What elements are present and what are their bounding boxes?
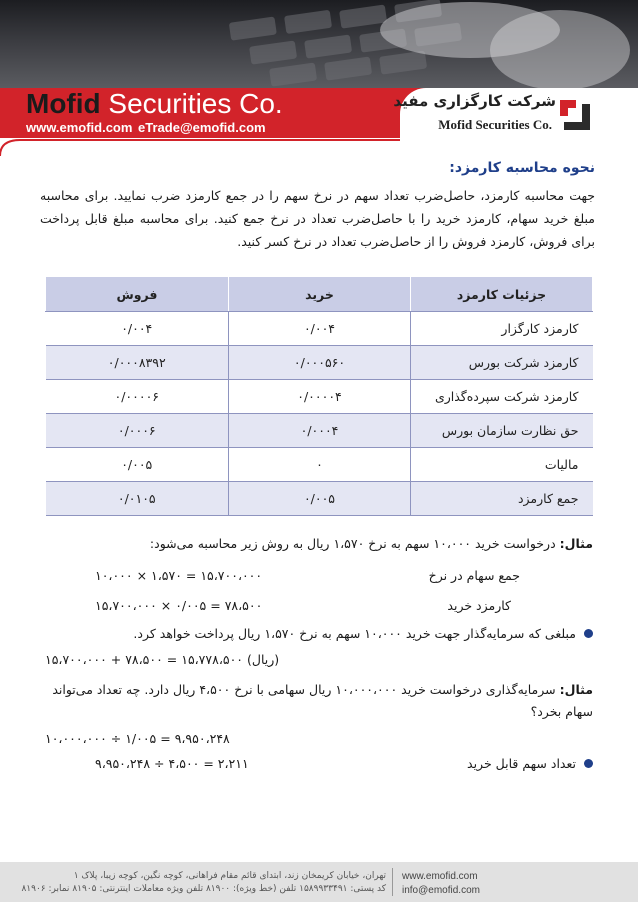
table-row: [46, 482, 593, 516]
example2-description: سرمایه‌گذاری درخواست خرید ۱۰،۰۰۰،۰۰۰ ریال سهامی با نرخ ۴،۵۰۰ ریال دارد. چه تعداد می‌تواند: [52, 682, 560, 697]
example2-bullet: [467, 756, 593, 771]
fee-buy: ۰: [229, 448, 411, 482]
fee-buy: ۰/۰۰۴: [229, 312, 411, 346]
bullet-icon: [584, 629, 593, 638]
footer-divider: [392, 868, 393, 896]
header-curve-divider: [0, 138, 400, 158]
fee-buy: ۰/۰۰۰۴: [229, 414, 411, 448]
example1-row2-equation: ۱۵،۷۰۰،۰۰۰ × ۰/۰۰۵ = ۷۸،۵۰۰: [95, 598, 263, 613]
fee-sell: ۰/۰۰۴: [46, 312, 229, 346]
fee-buy: ۰/۰۰۰۵۶۰: [229, 346, 411, 380]
example2-equation2: ۹،۹۵۰،۲۴۸ ÷ ۴،۵۰۰ = ۲،۲۱۱: [95, 756, 249, 771]
example1-bullet-text: مبلغی که سرمایه‌گذار جهت خرید ۱۰،۰۰۰ سهم به نرخ ۱،۵۷۰ ریال پرداخت خواهد کرد.: [133, 626, 576, 641]
fee-sell: ۰/۰۱۰۵: [46, 482, 229, 516]
example1-text: [150, 536, 593, 551]
example1-label: مثال:: [559, 536, 593, 551]
example2-equation1: ۱۰،۰۰۰،۰۰۰ ÷ ۱/۰۰۵ = ۹،۹۵۰،۲۴۸: [45, 731, 230, 746]
fee-name: کارمزد کارگزار: [411, 312, 593, 346]
fee-sell: ۰/۰۰۰۰۶: [46, 380, 229, 414]
fee-buy: ۰/۰۰۰۰۴: [229, 380, 411, 414]
fee-name: کارمزد شرکت سپرده‌گذاری: [411, 380, 593, 414]
brand-title-bold: Mofid: [26, 88, 101, 119]
example1-row2-label: کارمزد خرید: [447, 598, 511, 613]
intro-paragraph: جهت محاسبه کارمزد، حاصل‌ضرب تعداد سهم در نرخ سهم را در جمع کارمزد ضرب نمایید. برای محاسبه مبلغ خرید سهام، کارمزد خرید را با حاصل‌ضرب تعداد در نرخ جمع کنید. برای محاسبه مبلغ قابل پرداخت برای فروش، کارمزد فروش را از حاصل‌ضرب تعداد در نرخ کسر کنید.: [40, 188, 595, 249]
example2-text-line2: سهام بخرد؟: [530, 704, 593, 719]
fee-buy: ۰/۰۰۵: [229, 482, 411, 516]
fee-name: جمع کارمزد: [411, 482, 593, 516]
column-header-details: جزئیات کارمزد: [411, 277, 593, 312]
example1-row1-label: جمع سهام در نرخ: [428, 568, 520, 583]
footer-website-link[interactable]: www.emofid.com: [402, 871, 478, 882]
footer-address: تهران، خیابان کریمخان زند، ابتدای قائم مقام فراهانی، کوچه نگین، کوچه زیبا، پلاک ۱: [73, 871, 386, 881]
example2-label: مثال:: [559, 682, 593, 697]
fee-name: کارمزد شرکت بورس: [411, 346, 593, 380]
column-header-sell: فروش: [46, 277, 229, 312]
table-row: [46, 346, 593, 380]
brand-contact: www.emofid.com eTrade@emofid.com: [26, 120, 266, 135]
fee-sell: ۰/۰۰۵: [46, 448, 229, 482]
example1-row1-equation: ۱۰،۰۰۰ × ۱،۵۷۰ = ۱۵،۷۰۰،۰۰۰: [95, 568, 263, 583]
example2-text: [52, 682, 593, 697]
footer-contact-numbers: کد پستی: ۱۵۸۹۹۳۳۴۹۱ تلفن (خط ویژه): ۸۱۹۰۰ تلفن ویژه معاملات اینترنتی: ۸۱۹۰۵ نمابر: ۸۱۹۰۶: [21, 884, 386, 894]
example2-bullet-label: تعداد سهم قابل خرید: [467, 756, 576, 771]
fee-name: حق نظارت سازمان بورس: [411, 414, 593, 448]
table-row: [46, 414, 593, 448]
company-logo-icon: [556, 96, 594, 134]
table-header-row: [46, 277, 593, 312]
table-row: [46, 380, 593, 414]
header-keyboard-image: [0, 0, 638, 88]
example1-bullet: [133, 626, 593, 641]
table-row: [46, 312, 593, 346]
table-row: [46, 448, 593, 482]
fee-sell: ۰/۰۰۰۶: [46, 414, 229, 448]
section-heading: نحوه محاسبه کارمزد:: [449, 160, 595, 176]
logo-english-name: Mofid Securities Co.: [438, 117, 552, 132]
footer: [0, 862, 638, 902]
fee-name: مالیات: [411, 448, 593, 482]
fee-table: [45, 276, 593, 516]
brand-title-rest: Securities Co.: [100, 88, 283, 119]
example1-description: درخواست خرید ۱۰،۰۰۰ سهم به نرخ ۱،۵۷۰ ریال به روش زیر محاسبه می‌شود:: [149, 536, 560, 551]
column-header-buy: خرید: [229, 277, 411, 312]
brand-title: [26, 89, 283, 119]
footer-email-link[interactable]: info@emofid.com: [402, 885, 480, 896]
bullet-icon: [584, 759, 593, 768]
logo-persian-name: شرکت کارگزاری مفید: [393, 92, 556, 110]
example1-bullet-equation: ۱۵،۷۰۰،۰۰۰ + ۷۸،۵۰۰ = ۱۵،۷۷۸،۵۰۰ (ریال): [45, 652, 280, 667]
fee-sell: ۰/۰۰۰۸۳۹۲: [46, 346, 229, 380]
